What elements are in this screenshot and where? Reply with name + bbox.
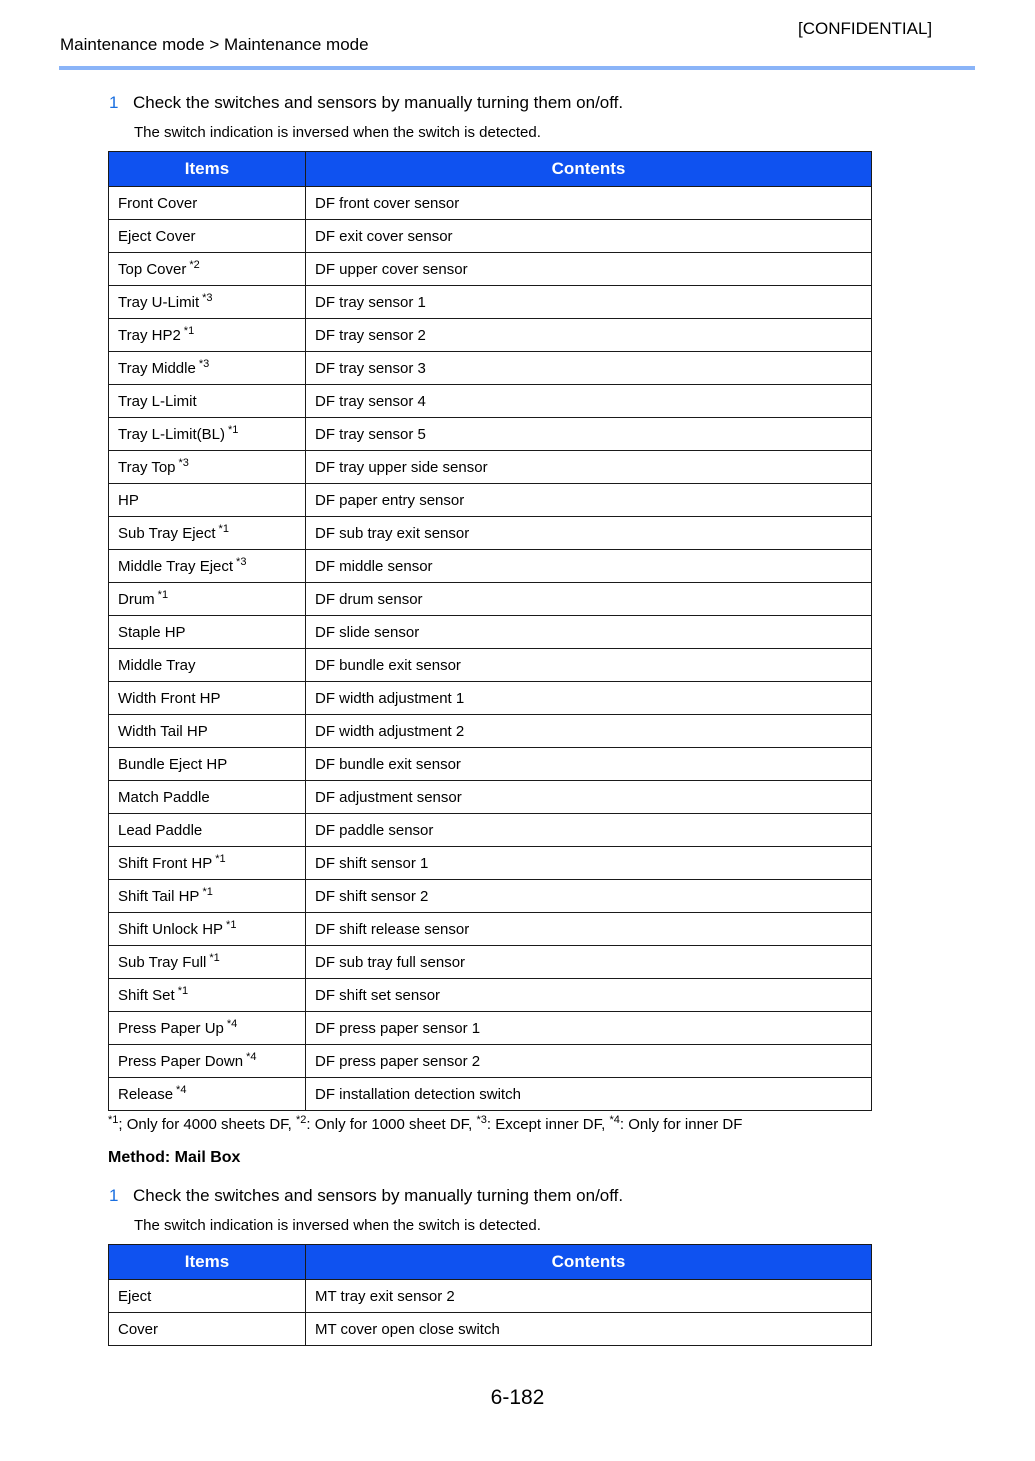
item-name: Width Front HP [118, 689, 221, 707]
content-cell: DF paper entry sensor [306, 484, 872, 517]
item-cell [109, 1078, 306, 1111]
table-row [109, 1280, 872, 1313]
item-name: HP [118, 491, 139, 509]
mailbox-sensor-table [108, 1244, 872, 1346]
item-cell [109, 352, 306, 385]
footnote-ref: *4 [226, 1017, 238, 1030]
item-cell [109, 253, 306, 286]
item-name: Drum [118, 590, 155, 608]
table-row [109, 418, 872, 451]
step-instruction [109, 93, 623, 113]
item-cell [109, 781, 306, 814]
item-name: Cover [118, 1320, 159, 1338]
item-name: Tray U-Limit [118, 293, 200, 311]
item-name: Staple HP [118, 623, 186, 641]
item-name: Tray Middle [118, 359, 196, 377]
table-row [109, 352, 872, 385]
content-cell: DF middle sensor [306, 550, 872, 583]
item-name: Press Paper Down [118, 1052, 244, 1070]
page-number: 6-182 [490, 1386, 545, 1409]
item-cell [109, 814, 306, 847]
footnote-ref: *1 [209, 951, 220, 964]
table-row [109, 220, 872, 253]
column-header-contents: Contents [306, 1245, 872, 1280]
item-cell [109, 187, 306, 220]
item-name: Width Tail HP [118, 722, 208, 740]
table-row [109, 847, 872, 880]
item-cell [109, 979, 306, 1012]
footnote-ref: *1 [177, 984, 189, 997]
item-name: Front Cover [118, 194, 198, 212]
item-cell [109, 913, 306, 946]
footnote-mark: *2 [296, 1114, 307, 1126]
item-cell [109, 1313, 306, 1346]
item-cell [109, 748, 306, 781]
item-name: Tray Top [118, 458, 176, 476]
footnote-ref: *2 [189, 258, 200, 271]
item-cell [109, 319, 306, 352]
table-row [109, 682, 872, 715]
footnote-mark: *4 [609, 1114, 620, 1126]
df-sensor-table [108, 151, 872, 1111]
table-row [109, 748, 872, 781]
table-row [109, 550, 872, 583]
item-cell [109, 286, 306, 319]
item-name: Middle Tray [118, 656, 196, 674]
item-cell [109, 583, 306, 616]
table-row [109, 1078, 872, 1111]
table-row [109, 979, 872, 1012]
item-name: Press Paper Up [118, 1019, 224, 1037]
table-row [109, 715, 872, 748]
footnote-text: : Except inner DF, [486, 1116, 610, 1133]
item-name: Eject [118, 1287, 152, 1305]
item-name: Eject Cover [118, 227, 196, 245]
table-row [109, 781, 872, 814]
footnote-mark: *3 [476, 1114, 487, 1126]
item-name: Sub Tray Eject [118, 524, 216, 542]
content-cell: DF tray sensor 1 [306, 286, 872, 319]
column-header-contents: Contents [306, 152, 872, 187]
item-cell [109, 1045, 306, 1078]
footnote-ref: *1 [226, 918, 237, 931]
table-row [109, 319, 872, 352]
content-cell: DF sub tray exit sensor [306, 517, 872, 550]
step-number: 1 [109, 93, 119, 112]
footnote-ref: *3 [178, 456, 189, 469]
item-name: Bundle Eject HP [118, 755, 228, 773]
footnote-ref: *3 [236, 555, 247, 568]
content-cell: DF shift release sensor [306, 913, 872, 946]
footnote-ref: *4 [176, 1083, 187, 1096]
item-name: Release [118, 1085, 174, 1103]
step-text: Check the switches and sensors by manually turning them on/off. [133, 1186, 624, 1205]
item-cell [109, 847, 306, 880]
item-name: Shift Unlock HP [118, 920, 224, 938]
item-cell [109, 682, 306, 715]
content-cell: DF shift sensor 2 [306, 880, 872, 913]
content-cell: DF slide sensor [306, 616, 872, 649]
item-cell [109, 484, 306, 517]
content-cell: DF tray sensor 4 [306, 385, 872, 418]
item-cell [109, 517, 306, 550]
footnote-text: : Only for 1000 sheet DF, [306, 1116, 477, 1133]
content-cell: DF exit cover sensor [306, 220, 872, 253]
item-name: Match Paddle [118, 788, 210, 806]
step-number: 1 [109, 1186, 119, 1205]
content-cell: DF front cover sensor [306, 187, 872, 220]
item-name: Tray HP2 [118, 326, 181, 344]
table-header-row [109, 152, 872, 187]
footnote-ref: *1 [157, 588, 169, 601]
content-cell: DF bundle exit sensor [306, 649, 872, 682]
table-row [109, 1012, 872, 1045]
item-cell [109, 616, 306, 649]
table-row [109, 385, 872, 418]
footnote-ref: *4 [246, 1050, 257, 1063]
content-cell: DF adjustment sensor [306, 781, 872, 814]
header-divider [59, 66, 975, 70]
table-row [109, 451, 872, 484]
content-cell: DF shift sensor 1 [306, 847, 872, 880]
content-cell: DF width adjustment 2 [306, 715, 872, 748]
content-cell: DF shift set sensor [306, 979, 872, 1012]
item-cell [109, 451, 306, 484]
item-name: Middle Tray Eject [118, 557, 234, 575]
table-row [109, 286, 872, 319]
content-cell: DF installation detection switch [306, 1078, 872, 1111]
content-cell: DF tray sensor 5 [306, 418, 872, 451]
step-text: Check the switches and sensors by manually turning them on/off. [133, 93, 624, 112]
content-cell: DF upper cover sensor [306, 253, 872, 286]
step-instruction [109, 1186, 623, 1206]
footnote-text: ; Only for 4000 sheets DF, [118, 1116, 296, 1133]
footnote-ref: *3 [198, 357, 210, 370]
item-cell [109, 550, 306, 583]
table-row [109, 517, 872, 550]
item-cell [109, 1012, 306, 1045]
content-cell: DF tray upper side sensor [306, 451, 872, 484]
step-note: The switch indication is inversed when the switch is detected. [134, 1217, 541, 1234]
item-name: Sub Tray Full [118, 953, 207, 971]
item-cell [109, 946, 306, 979]
content-cell: DF press paper sensor 2 [306, 1045, 872, 1078]
column-header-items: Items [109, 152, 306, 187]
footnote-ref: *1 [215, 852, 226, 865]
footnote-ref: *1 [218, 522, 229, 535]
item-cell [109, 418, 306, 451]
item-name: Shift Front HP [118, 854, 213, 872]
footnote-ref: *1 [183, 324, 195, 337]
table-row [109, 253, 872, 286]
footnote-ref: *1 [202, 885, 213, 898]
footnote-mark: *1 [108, 1114, 119, 1126]
table-row [109, 880, 872, 913]
item-name: Tray L-Limit [118, 392, 197, 410]
footnotes [108, 1116, 742, 1133]
table-row [109, 913, 872, 946]
content-cell: DF tray sensor 2 [306, 319, 872, 352]
table-row [109, 946, 872, 979]
footnote-ref: *3 [202, 291, 213, 304]
content-cell: MT tray exit sensor 2 [306, 1280, 872, 1313]
item-name: Shift Set [118, 986, 175, 1004]
method-title: Method: Mail Box [108, 1149, 241, 1166]
table-row [109, 583, 872, 616]
breadcrumb: Maintenance mode > Maintenance mode [60, 35, 369, 54]
item-name: Top Cover [118, 260, 187, 278]
item-cell [109, 715, 306, 748]
table-row [109, 1045, 872, 1078]
table-row [109, 814, 872, 847]
table-row [109, 649, 872, 682]
content-cell: DF press paper sensor 1 [306, 1012, 872, 1045]
content-cell: DF sub tray full sensor [306, 946, 872, 979]
table-row [109, 616, 872, 649]
item-name: Tray L-Limit(BL) [118, 425, 225, 443]
footnote-text: : Only for inner DF [619, 1116, 743, 1133]
content-cell: DF bundle exit sensor [306, 748, 872, 781]
item-cell [109, 385, 306, 418]
content-cell: DF width adjustment 1 [306, 682, 872, 715]
table-row [109, 484, 872, 517]
footnote-ref: *1 [227, 423, 239, 436]
table-row [109, 1313, 872, 1346]
content-cell: DF drum sensor [306, 583, 872, 616]
content-cell: DF paddle sensor [306, 814, 872, 847]
content-cell: DF tray sensor 3 [306, 352, 872, 385]
item-name: Shift Tail HP [118, 887, 200, 905]
item-cell [109, 220, 306, 253]
column-header-items: Items [109, 1245, 306, 1280]
table-header-row [109, 1245, 872, 1280]
item-cell [109, 649, 306, 682]
item-cell [109, 1280, 306, 1313]
content-cell: MT cover open close switch [306, 1313, 872, 1346]
table-row [109, 187, 872, 220]
confidential-label: [CONFIDENTIAL] [798, 19, 933, 38]
item-name: Lead Paddle [118, 821, 203, 839]
step-note: The switch indication is inversed when the switch is detected. [134, 124, 541, 141]
item-cell [109, 880, 306, 913]
